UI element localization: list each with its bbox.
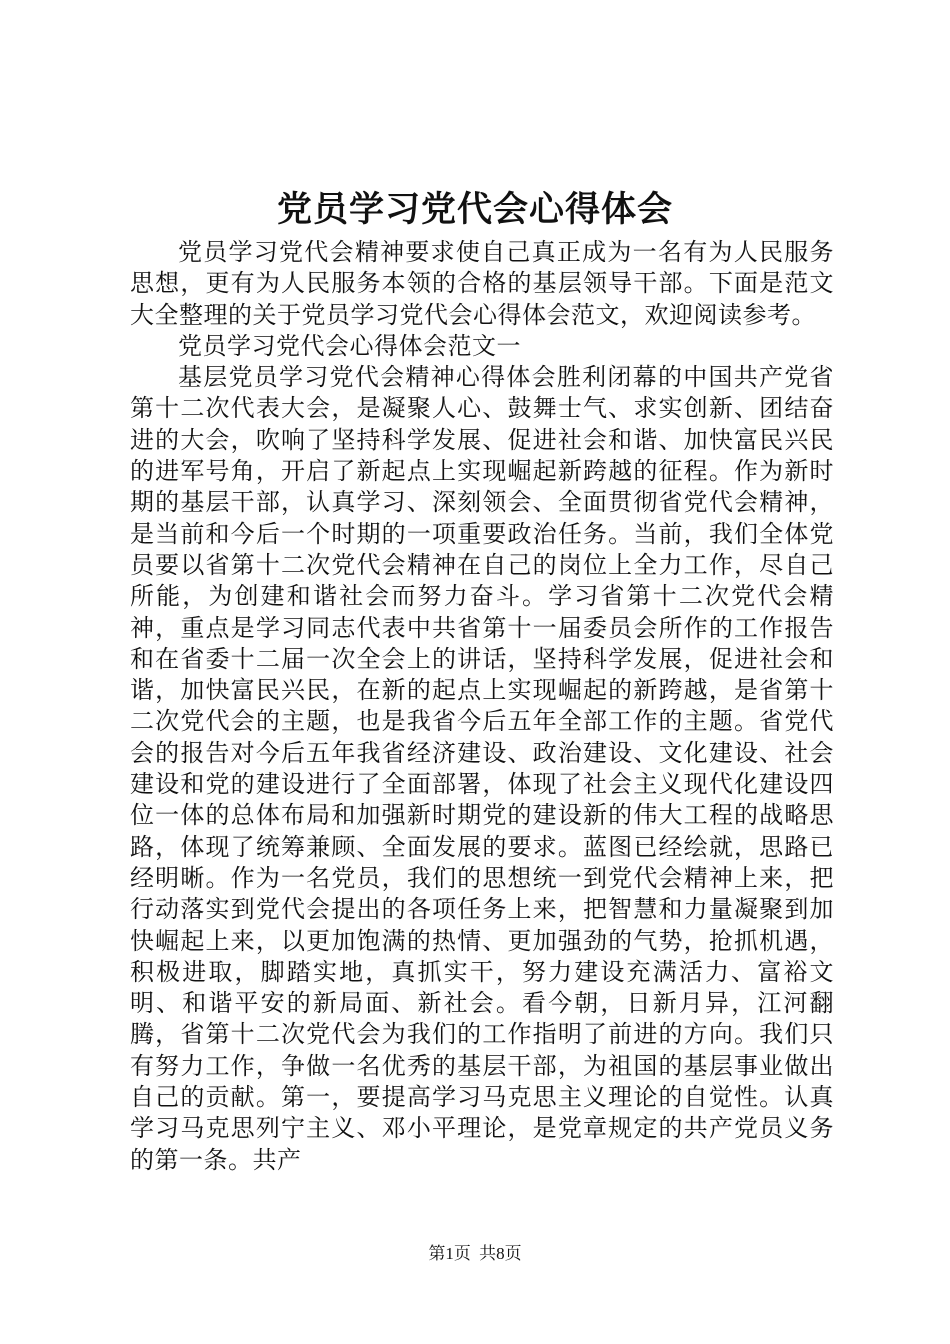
page-total: 共8页 <box>479 1244 522 1263</box>
page-footer <box>0 1242 950 1266</box>
section-heading: 党员学习党代会心得体会范文一 <box>178 331 521 360</box>
page-number: 第1页 <box>428 1244 471 1263</box>
body-paragraph: 基层党员学习党代会精神心得体会胜利闭幕的中国共产党省第十二次代表大会，是凝聚人心、鼓舞士气、求实创新、团结奋进的大会，吹响了坚持科学发展、促进社会和谐、加快富民兴民的进军号角，开启了新起点上实现崛起新跨越的征程。作为新时期的基层干部，认真学习、深刻领会、全面贯彻省党代会精神，是当前和今后一个时期的一项重要政治任务。当前，我们全体党员要以省第十二次党代会精神在自己的岗位上全力工作，尽自己所能，为创建和谐社会而努力奋斗。学习省第十二次党代会精神，重点是学习同志代表中共省第十一届委员会所作的工作报告和在省委十二届一次全会上的讲话，坚持科学发展，促进社会和谐，加快富民兴民，在新的起点上实现崛起的新跨越，是省第十二次党代会的主题，也是我省今后五年全部工作的主题。省党代会的报告对今后五年我省经济建设、政治建设、文化建设、社会建设和党的建设进行了全面部署，体现了社会主义现代化建设四位一体的总体布局和加强新时期党的建设新的伟大工程的战略思路，体现了统筹兼顾、全面发展的要求。蓝图已经绘就，思路已经明晰。作为一名党员，我们的思想统一到党代会精神上来，把行动落实到党代会提出的各项任务上来，把智慧和力量凝聚到加快崛起上来，以更加饱满的热情、更加强劲的气势，抢抓机遇，积极进取，脚踏实地，真抓实干，努力建设充满活力、富裕文明、和谐平安的新局面、新社会。看今朝，日新月异，江河翻腾，省第十二次党代会为我们的工作指明了前进的方向。我们只有努力工作，争做一名优秀的基层干部，为祖国的基层事业做出自己的贡献。第一，要提高学习马克思主义理论的自觉性。认真学习马克思列宁主义、邓小平理论，是党章规定的共产党员义务的第一条。共产 <box>130 363 834 1174</box>
document-title: 党员学习党代会心得体会 <box>276 189 673 230</box>
document-body <box>130 237 834 1176</box>
intro-paragraph: 党员学习党代会精神要求使自己真正成为一名有为人民服务思想，更有为人民服务本领的合格的基层领导干部。下面是范文大全整理的关于党员学习党代会心得体会范文，欢迎阅读参考。 <box>130 238 834 329</box>
